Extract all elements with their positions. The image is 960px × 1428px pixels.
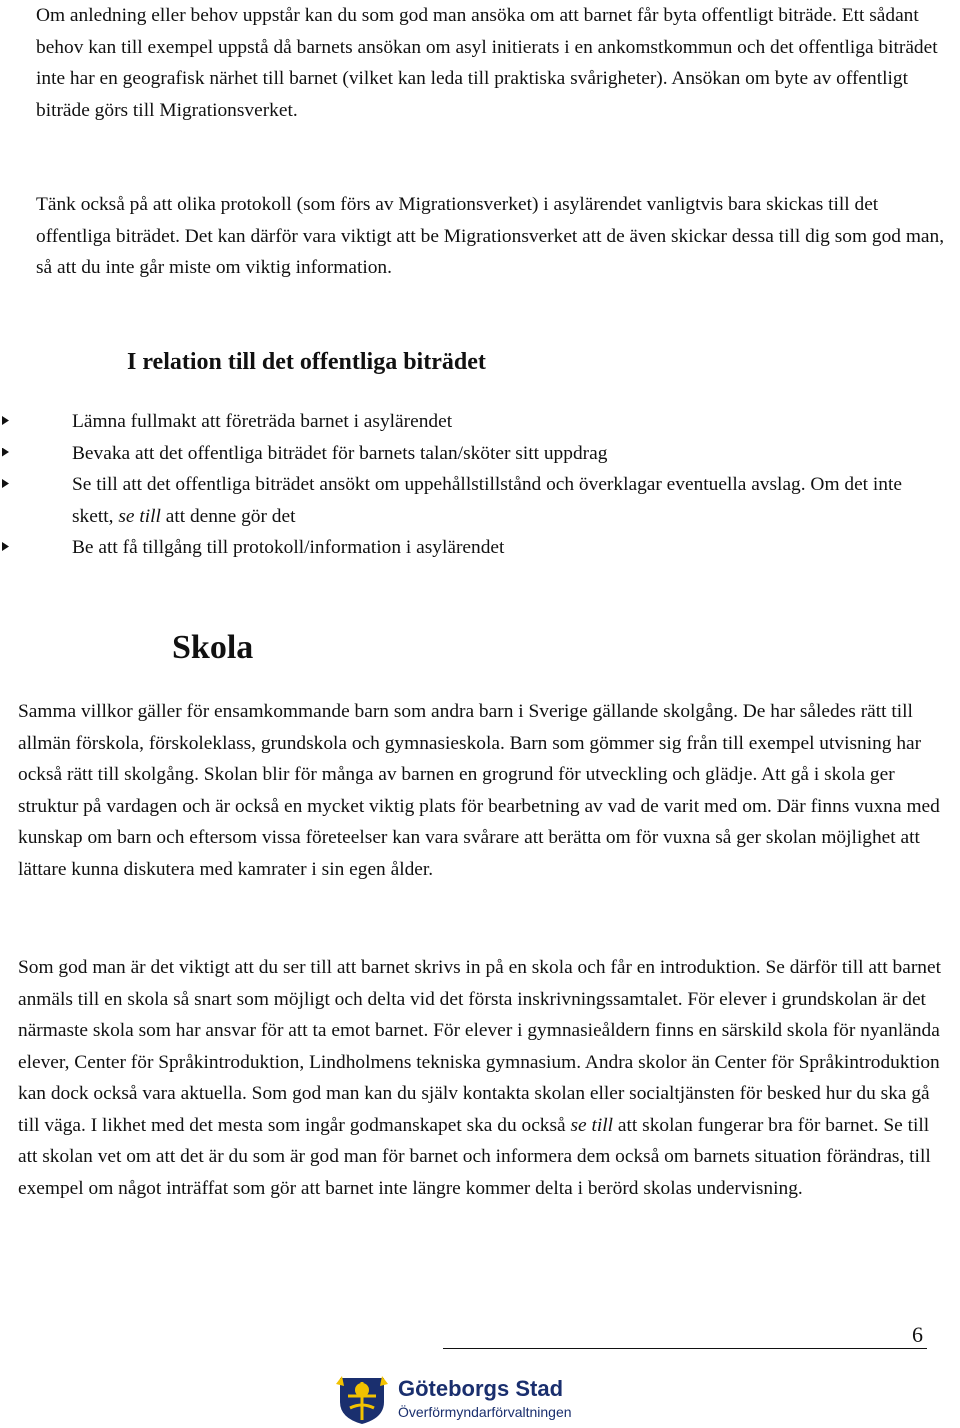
logo-subtitle: Överförmyndarförvaltningen <box>398 1404 572 1420</box>
list-item-text: Bevaka att det offentliga biträdet för barnets talan/sköter sitt uppdrag <box>72 442 608 464</box>
list-item <box>0 532 940 564</box>
bullet-marker-icon <box>2 542 9 551</box>
list-item <box>0 438 940 470</box>
emphasis-text: se till <box>118 505 161 527</box>
relation-checklist <box>0 406 940 564</box>
bullet-marker-icon <box>2 416 9 425</box>
list-item <box>0 406 940 438</box>
logo-name: Göteborgs Stad <box>398 1376 564 1401</box>
footer-rule <box>443 1348 927 1349</box>
intro-paragraph-2: Tänk också på att olika protokoll (som förs av Migrationsverket) i asylärendet vanligtvis bara skickas till det offentliga biträdet. Det kan därför vara viktigt att be Migrationsverket att de även skickar dessa till dig som god man, så att du inte går miste om viktig information. <box>36 194 945 278</box>
bullet-marker-icon <box>2 448 9 457</box>
paragraph-text: Som god man är det viktigt att du ser till att barnet skrivs in på en skola och får en introduktion. Se därför till att barnet anmäls till en skola så snart som möjligt och delta vid det första inskrivningssamtalet. För elever i grundskolan är det närmaste skola som har ansvar för att ta emot barnet. För elever i gymnasieåldern finns en särskild skola för nyanlända elever, Center för Språkintroduktion, Lindholmens tekniska gymnasium. Andra skolor än Center för Språkintroduktion kan dock också vara aktuella. Som god man kan du själv kontakta skolan eller socialtjänsten för besked hur du ska gå till väga. I likhet med det mesta som ingår godmanskapet ska du också <box>18 957 941 1136</box>
school-paragraph-2 <box>18 952 953 1204</box>
bullet-marker-icon <box>2 479 9 488</box>
paragraph-text: att skolan fungerar bra för barnet. Se till att skolan vet om att det är du som är god man för barnet och informera dem också om barnets situation förändras, till exempel om något inträffat som gör att barnet inte längre kommer delta i berörd skolas undervisning. <box>18 1114 931 1199</box>
list-item-text: Be att få tillgång till protokoll/information i asylärendet <box>72 537 505 558</box>
school-paragraph-1: Samma villkor gäller för ensamkommande barn som andra barn i Sverige gällande skolgång. De har således rätt till allmän förskola, förskoleklass, grundskola och gymnasieskola. Barn som gömmer sig från till exempel utvisning har också rätt till skolgång. Skolan blir för många av barnen en grogrund för utveckling och glädje. Att gå i skola ger struktur på vardagen och är också en mycket viktig plats för bearbetning av vad de varit med om. Där finns vuxna med kunskap om barn och eftersom vissa företeelser kan vara svårare att berätta om för vuxna så ger skolan möjlighet att lättare kunna diskutera med kamrater i sin egen ålder. <box>18 701 940 880</box>
list-item-text: att denne gör det <box>160 505 296 527</box>
list-item <box>0 469 940 532</box>
emphasis-text: se till <box>570 1114 614 1136</box>
footer-logo <box>334 1372 604 1426</box>
city-coat-of-arms-icon <box>334 1372 390 1426</box>
list-item-text: Se till att det offentliga biträdet ansökt om uppehållstillstånd och överklagar eventuella avslag. Om det inte skett, <box>72 474 902 527</box>
section-heading-school: Skola <box>172 629 254 666</box>
list-item-text: Lämna fullmakt att företräda barnet i asylärendet <box>72 411 453 432</box>
intro-paragraph-1: Om anledning eller behov uppstår kan du som god man ansöka om att barnet får byta offentligt biträde. Ett sådant behov kan till exempel uppstå då barnets ansökan om asyl initierats i en ankomstkommun och det offentliga biträdet inte har en geografisk närhet till barnet (vilket kan leda till praktiska svårigheter). Ansökan om byte av offentligt biträde görs till Migrationsverket. <box>36 5 938 121</box>
page-number: 6 <box>912 1322 923 1347</box>
section-heading-relation: I relation till det offentliga biträdet <box>127 349 486 375</box>
